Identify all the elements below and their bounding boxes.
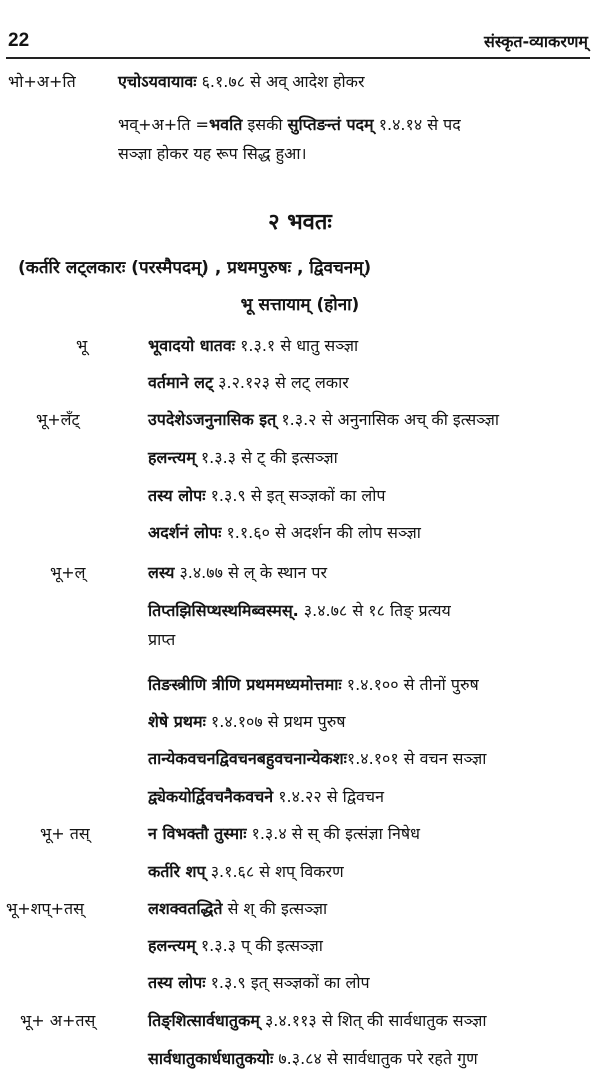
sutra-explanation: ३.४.७८ से १८ तिङ् प्रत्यय bbox=[298, 601, 451, 620]
step-row bbox=[0, 404, 600, 434]
sutra-line bbox=[148, 599, 451, 621]
step-row bbox=[0, 1043, 600, 1073]
step-row bbox=[0, 893, 600, 923]
step-row bbox=[0, 442, 600, 472]
sutra-explanation: ६.१.७८ से अव् आदेश होकर bbox=[196, 72, 365, 91]
sutra-name: सार्वधातुकार्धधातुकयोः bbox=[148, 1049, 274, 1068]
sutra-line bbox=[148, 334, 358, 356]
form-label: भो+अ+ति bbox=[8, 72, 76, 91]
section-heading: २ भवतः bbox=[268, 210, 332, 235]
sutra-explanation: १.३.९ से इत् सञ्ज्ञकों का लोप bbox=[205, 486, 386, 505]
connector-text: इसकी bbox=[242, 115, 288, 134]
sutra-explanation: ७.३.८४ से सार्वधातुक परे रहते गुण bbox=[273, 1049, 478, 1068]
step-row bbox=[0, 856, 600, 886]
intro-line: सञ्ज्ञा होकर यह रूप सिद्ध हुआ। bbox=[118, 144, 307, 163]
sutra-explanation: १.४.१०७ से प्रथम पुरुष bbox=[205, 712, 346, 731]
sutra-name: तान्येकवचनद्विवचनबहुवचनान्येकशः bbox=[148, 749, 347, 768]
sutra-name: तिङ्शित्सार्वधातुकम् bbox=[148, 1011, 260, 1030]
sutra-name: तिङस्त्रीणि त्रीणि प्रथममध्यमोत्तमाः bbox=[148, 675, 342, 694]
sutra-explanation: ३.१.६८ से शप् विकरण bbox=[205, 862, 344, 881]
sutra-name: उपदेशेऽजनुनासिक इत् bbox=[148, 410, 277, 429]
sutra-explanation: १.३.३ प् की इत्सञ्ज्ञा bbox=[195, 936, 323, 955]
sutra-name: द्व्येकयोर्द्विवचनैकवचने bbox=[148, 787, 274, 806]
sutra-line bbox=[148, 860, 344, 882]
sutra-name: एचोऽयवायावः bbox=[118, 72, 197, 91]
intro-row bbox=[0, 66, 600, 96]
sutra-line bbox=[148, 1009, 487, 1031]
step-row bbox=[0, 743, 600, 773]
step-row bbox=[0, 367, 600, 397]
result-form: भवति bbox=[208, 115, 243, 134]
sutra-line bbox=[148, 521, 421, 543]
book-title: संस्कृत-व्याकरणम् bbox=[484, 32, 588, 51]
sutra-line bbox=[148, 934, 323, 956]
step-row bbox=[0, 330, 600, 360]
sutra-name: शेषे प्रथमः bbox=[148, 712, 206, 731]
sutra-name: हलन्त्यम् bbox=[148, 936, 196, 955]
sutra-explanation: १.३.२ से अनुनासिक अच् की इत्सञ्ज्ञा bbox=[276, 410, 500, 429]
sutra-explanation: १.३.९ इत् सञ्ज्ञकों का लोप bbox=[205, 973, 370, 992]
step-row bbox=[0, 624, 600, 654]
sutra-line bbox=[148, 1047, 478, 1069]
sutra-name: वर्तमाने लट् bbox=[148, 373, 214, 392]
sutra-name: तस्य लोपः bbox=[148, 486, 206, 505]
step-row bbox=[0, 706, 600, 736]
sutra-line bbox=[148, 446, 338, 468]
step-row bbox=[0, 517, 600, 547]
step-row bbox=[0, 1005, 600, 1035]
header-rule bbox=[6, 57, 590, 59]
step-row bbox=[0, 480, 600, 510]
form-label: भू+ल् bbox=[50, 563, 86, 582]
sutra-explanation: १.३.१ से धातु सञ्ज्ञा bbox=[235, 336, 359, 355]
sutra-explanation: १.३.३ से ट् की इत्सञ्ज्ञा bbox=[195, 448, 338, 467]
sutra-explanation: १.४.२२ से द्विवचन bbox=[273, 787, 384, 806]
sutra-line bbox=[148, 710, 346, 732]
sutra-line bbox=[148, 408, 499, 430]
intro-line bbox=[118, 113, 461, 135]
form-label: भू+ तस् bbox=[40, 824, 90, 843]
sutra-explanation: ३.२.१२३ से लट् लकार bbox=[213, 373, 349, 392]
sutra-name: तिप्तझिसिप्थस्थमिब्वस्मस्. bbox=[148, 601, 299, 620]
form-label: भू+ अ+तस् bbox=[20, 1011, 96, 1030]
intro-line bbox=[118, 70, 365, 92]
sutra-explanation: ३.४.७७ से ल् के स्थान पर bbox=[174, 563, 328, 582]
sutra-line bbox=[148, 747, 486, 769]
sutra-name: हलन्त्यम् bbox=[148, 448, 196, 467]
step-row bbox=[0, 781, 600, 811]
sutra-explanation: १.३.४ से स् की इत्संज्ञा निषेध bbox=[246, 824, 420, 843]
sutra-name: सुप्तिङन्तं पदम् bbox=[287, 115, 374, 134]
step-row bbox=[0, 818, 600, 848]
sutra-line bbox=[148, 673, 479, 695]
sutra-line bbox=[148, 371, 349, 393]
step-row bbox=[0, 595, 600, 625]
sutra-explanation: १.४.१०१ से वचन सञ्ज्ञा bbox=[346, 749, 487, 768]
sutra-name: तस्य लोपः bbox=[148, 973, 206, 992]
sutra-line bbox=[148, 822, 420, 844]
sutra-line: प्राप्त bbox=[148, 630, 176, 649]
intro-row bbox=[0, 138, 600, 168]
sutra-line bbox=[148, 561, 327, 583]
form-label: भू+शप्+तस् bbox=[6, 899, 84, 918]
sutra-line bbox=[148, 484, 385, 506]
sutra-line bbox=[148, 971, 370, 993]
step-row bbox=[0, 557, 600, 587]
sutra-explanation: ३.४.११३ से शित् की सार्वधातुक सञ्ज्ञा bbox=[259, 1011, 487, 1030]
page-number: 22 bbox=[8, 30, 30, 51]
derivation-text: भव्+अ+ति = bbox=[118, 115, 209, 134]
sutra-explanation: से श् की इत्सञ्ज्ञा bbox=[222, 899, 328, 918]
grammar-info: (कर्तरि लट्लकारः (परस्मैपदम्) , प्रथमपुरुषः , द्विवचनम्) bbox=[18, 258, 372, 278]
sutra-name: लस्य bbox=[148, 563, 175, 582]
intro-row bbox=[0, 109, 600, 139]
step-row bbox=[0, 967, 600, 997]
sutra-explanation: १.४.१०० से तीनों पुरुष bbox=[341, 675, 479, 694]
sutra-line bbox=[148, 785, 384, 807]
sutra-name: न विभक्तौ तुस्माः bbox=[148, 824, 247, 843]
form-label: भू+लँट् bbox=[36, 410, 80, 429]
step-row bbox=[0, 930, 600, 960]
sutra-name: अदर्शनं लोपः bbox=[148, 523, 222, 542]
sutra-name: लशक्वतद्धिते bbox=[148, 899, 223, 918]
form-label: भू bbox=[76, 336, 88, 355]
sutra-explanation: १.४.१४ से पद bbox=[373, 115, 461, 134]
sutra-name: कर्तरि शप् bbox=[148, 862, 206, 881]
root-meaning: भू सत्तायाम् (होना) bbox=[240, 295, 360, 315]
step-row bbox=[0, 669, 600, 699]
sutra-name: भूवादयो धातवः bbox=[148, 336, 236, 355]
sutra-line bbox=[148, 897, 327, 919]
sutra-explanation: १.१.६० से अदर्शन की लोप सञ्ज्ञा bbox=[221, 523, 421, 542]
